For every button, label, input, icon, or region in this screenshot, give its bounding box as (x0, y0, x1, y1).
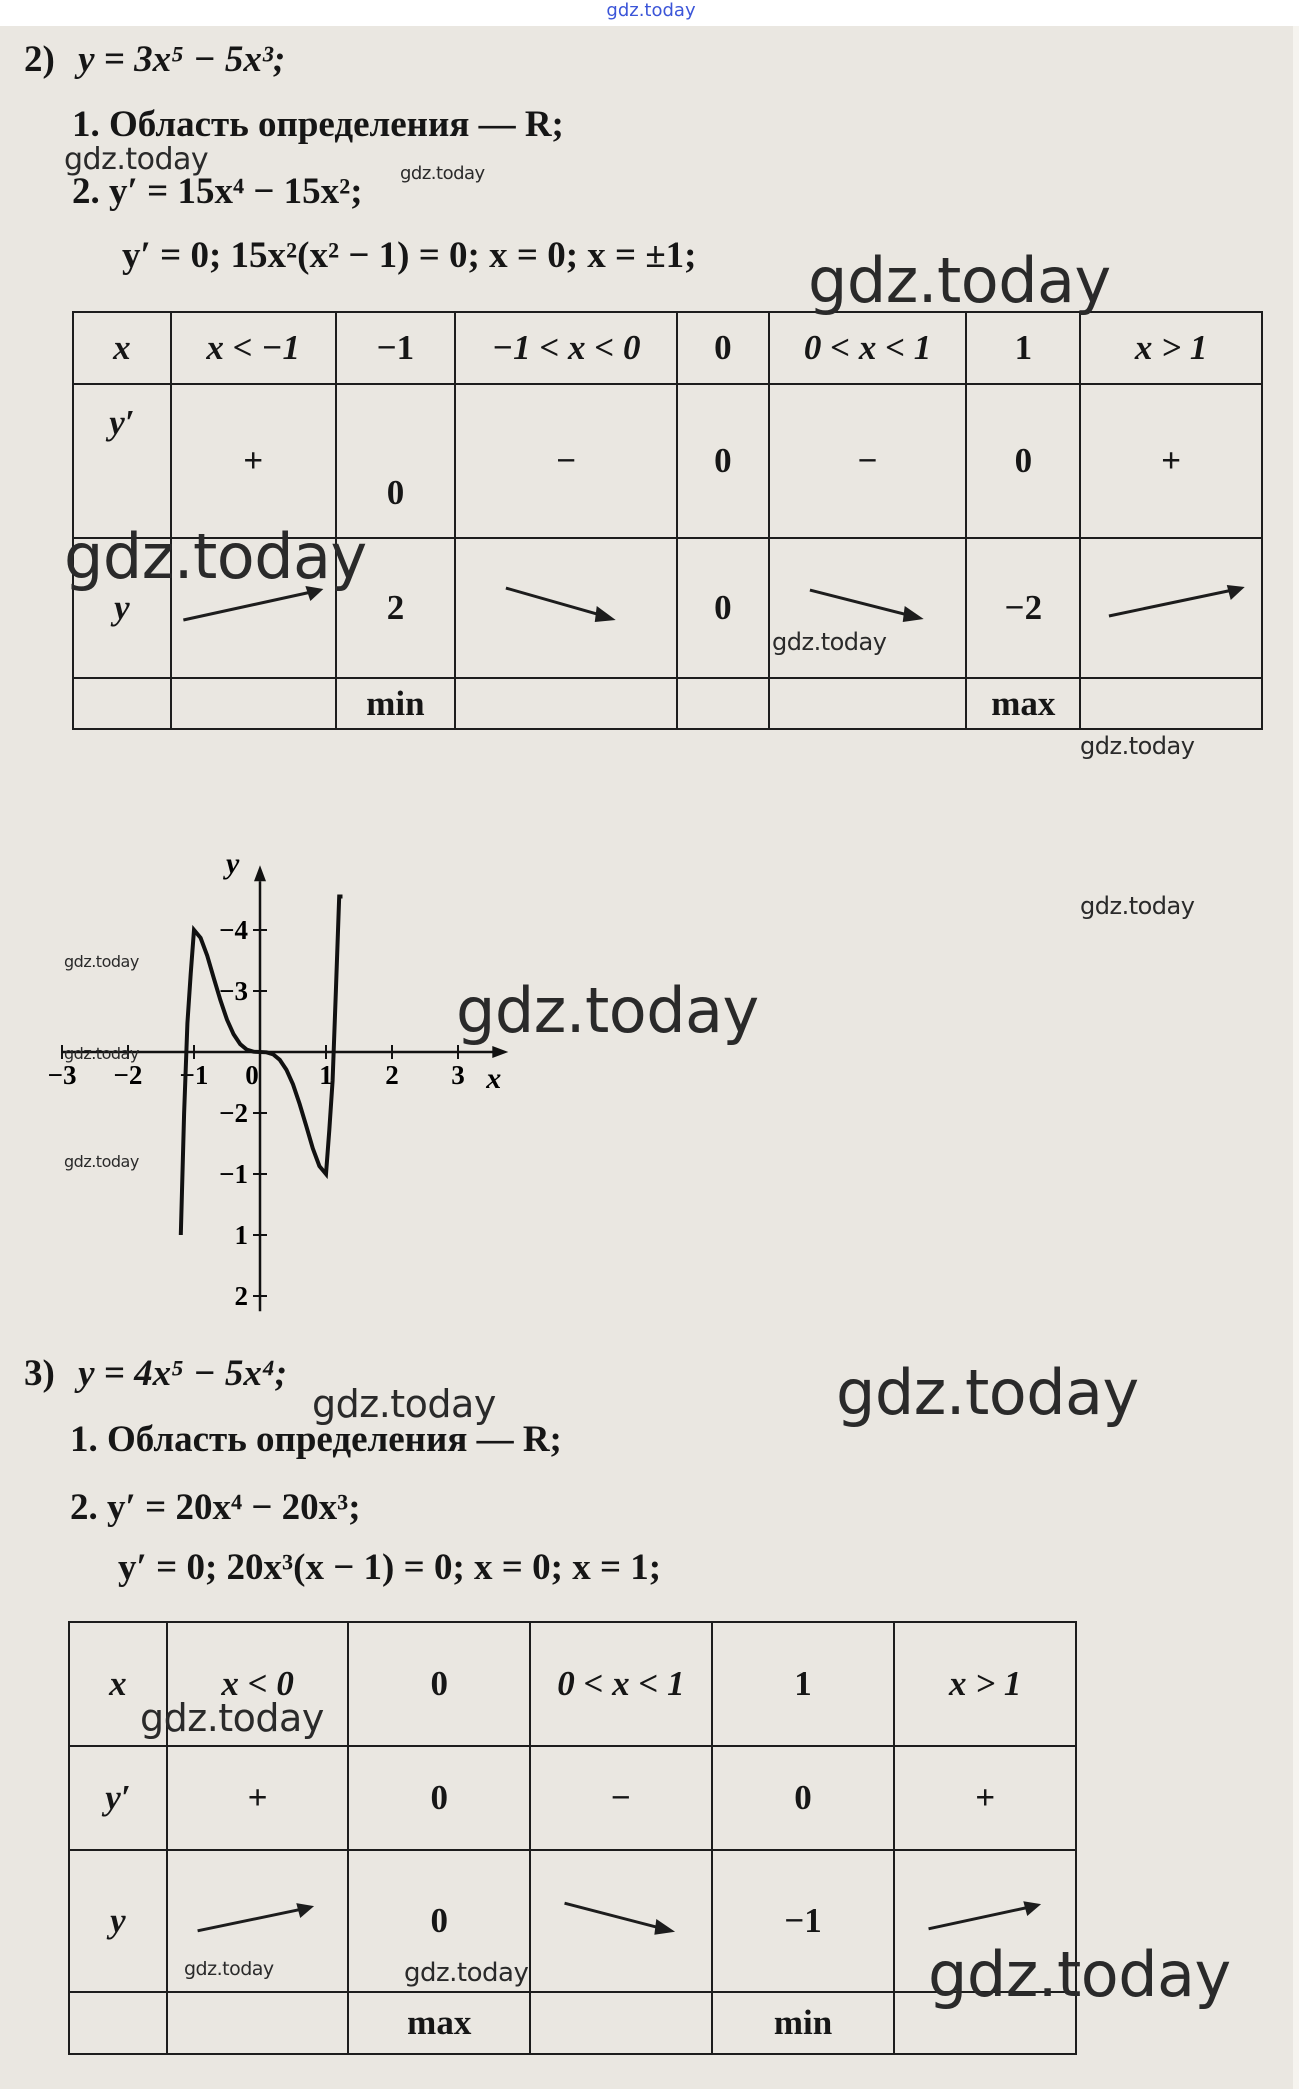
part2-number: 2) (24, 39, 55, 80)
part3-step2: 2. y′ = 20x⁴ − 20x³; (70, 1487, 361, 1528)
table-cell: x < −1 (171, 312, 336, 384)
table-cell: −1 < x < 0 (455, 312, 677, 384)
part2-function: y = 3x⁵ − 5x³; (78, 39, 286, 80)
table-cell (73, 678, 171, 729)
watermark: gdz.today (64, 1152, 139, 1171)
table-cell: 0 (966, 384, 1080, 538)
table-cell: x > 1 (894, 1622, 1076, 1746)
table-cell: 1 (966, 312, 1080, 384)
watermark: gdz.today (808, 244, 1111, 317)
x-axis-arrow-icon (492, 1046, 508, 1058)
table-cell: 0 (677, 538, 769, 678)
watermark: gdz.today (312, 1382, 496, 1426)
table-cell (677, 678, 769, 729)
x-tick-label: 0 (245, 1060, 259, 1090)
table-row (73, 678, 1262, 729)
table-cell: −2 (966, 538, 1080, 678)
table-cell: 0 (348, 1850, 530, 1992)
table-cell (769, 678, 967, 729)
table-cell: 0 (712, 1746, 895, 1850)
table-cell: 1 (712, 1622, 895, 1746)
x-tick-label: 3 (451, 1060, 465, 1090)
table-cell: + (894, 1746, 1076, 1850)
table-cell (171, 678, 336, 729)
watermark: gdz.today (836, 1356, 1139, 1429)
table-cell: 0 (677, 384, 769, 538)
part2-heading (24, 38, 285, 81)
graph-y-label: y (226, 847, 240, 881)
watermark: gdz.today (184, 1958, 274, 1980)
part2-step2: 2. y′ = 15x⁴ − 15x²; (72, 171, 363, 212)
arrow-up-icon (168, 1895, 348, 1939)
watermark: gdz.today (140, 1696, 324, 1740)
watermark: gdz.today (404, 1958, 529, 1988)
arrow-up-icon (1081, 582, 1261, 626)
part2-step1: 1. Область определения — R; (72, 104, 564, 145)
watermark: gdz.today (1080, 732, 1195, 760)
part2-step2b: y′ = 0; 15x²(x² − 1) = 0; x = 0; x = ±1; (122, 235, 697, 276)
watermark: gdz.today (1080, 892, 1195, 920)
table-cell: min (336, 678, 456, 729)
increasing-arrow-cell (1080, 538, 1262, 678)
table-cell (530, 1992, 712, 2054)
table-cell: max (348, 1992, 530, 2054)
table-cell: y (69, 1850, 167, 1992)
table-row (69, 1992, 1076, 2054)
part3-step1: 1. Область определения — R; (70, 1419, 562, 1460)
y-tick-label: −3 (219, 976, 248, 1006)
watermark: gdz.today (64, 142, 209, 177)
table-cell: 0 (348, 1622, 530, 1746)
part3-step2b: y′ = 0; 20x³(x − 1) = 0; x = 0; x = 1; (118, 1547, 662, 1588)
table-cell: 0 (677, 312, 769, 384)
y-tick-label: 1 (234, 1220, 248, 1250)
part3-number: 3) (24, 1353, 55, 1394)
watermark: gdz.today (64, 952, 139, 971)
arrow-down-icon (456, 582, 676, 626)
table-cell: x > 1 (1080, 312, 1262, 384)
y-axis-arrow-icon (254, 865, 266, 881)
table-cell: + (1080, 384, 1262, 538)
arrow-down-icon (770, 582, 966, 626)
y-tick-label: −1 (219, 1159, 248, 1189)
decreasing-arrow-cell (769, 538, 967, 678)
watermark: gdz.today (64, 520, 367, 593)
table-row (73, 384, 1262, 538)
y-tick-label: −4 (219, 915, 248, 945)
table-cell: y (73, 538, 171, 678)
graph-ticks (48, 915, 465, 1311)
table-cell: − (530, 1746, 712, 1850)
table-cell: x (69, 1622, 167, 1746)
table-cell (69, 1992, 167, 2054)
watermark: gdz.today (928, 1938, 1231, 2011)
part3-function: y = 4x⁵ − 5x⁴; (78, 1353, 288, 1394)
x-tick-label: 2 (385, 1060, 399, 1090)
table-cell (336, 384, 456, 538)
watermark: gdz.today (456, 974, 759, 1047)
table-cell: 0 < x < 1 (769, 312, 967, 384)
table-cell: + (171, 384, 336, 538)
decreasing-arrow-cell (530, 1850, 712, 1992)
table-cell (455, 678, 677, 729)
decreasing-arrow-cell (455, 538, 677, 678)
table-cell (167, 1992, 349, 2054)
watermark: gdz.today (64, 1044, 139, 1063)
table-cell: x < 0 (167, 1622, 349, 1746)
x-tick-label: −3 (47, 1060, 77, 1090)
arrow-down-icon (531, 1895, 711, 1939)
table-cell: − (455, 384, 677, 538)
table-cell: 0 (348, 1746, 530, 1850)
x-tick-label: −2 (113, 1060, 143, 1090)
table-cell: max (966, 678, 1080, 729)
table-cell: −1 (712, 1850, 895, 1992)
table-cell: 0 < x < 1 (530, 1622, 712, 1746)
y-tick-label: −2 (219, 1098, 248, 1128)
table-cell: + (167, 1746, 349, 1850)
table-cell: y′ (69, 1746, 167, 1850)
top-bar (0, 0, 1299, 26)
site-link[interactable]: gdz.today (606, 0, 696, 21)
table-cell: min (712, 1992, 895, 2054)
table-cell-text: 0 (386, 473, 405, 512)
table-cell: − (769, 384, 967, 538)
table-cell-text: y′ (109, 403, 135, 442)
table-cell: 2 (336, 538, 456, 678)
table-cell (73, 384, 171, 538)
part3-heading (24, 1352, 287, 1395)
page-edge (1293, 26, 1299, 2089)
table-cell: x (73, 312, 171, 384)
x-tick-label: −1 (179, 1060, 209, 1090)
table-cell: −1 (336, 312, 456, 384)
watermark: gdz.today (772, 628, 887, 656)
table-row (73, 312, 1262, 384)
part3-sign-table (68, 1621, 1077, 2055)
graph-x-label: x (486, 1062, 502, 1095)
y-tick-label: 2 (234, 1281, 248, 1311)
x-tick-label: 1 (319, 1060, 333, 1090)
arrow-up-icon (895, 1895, 1075, 1939)
table-cell (1080, 678, 1262, 729)
watermark: gdz.today (400, 163, 485, 184)
table-row (69, 1746, 1076, 1850)
